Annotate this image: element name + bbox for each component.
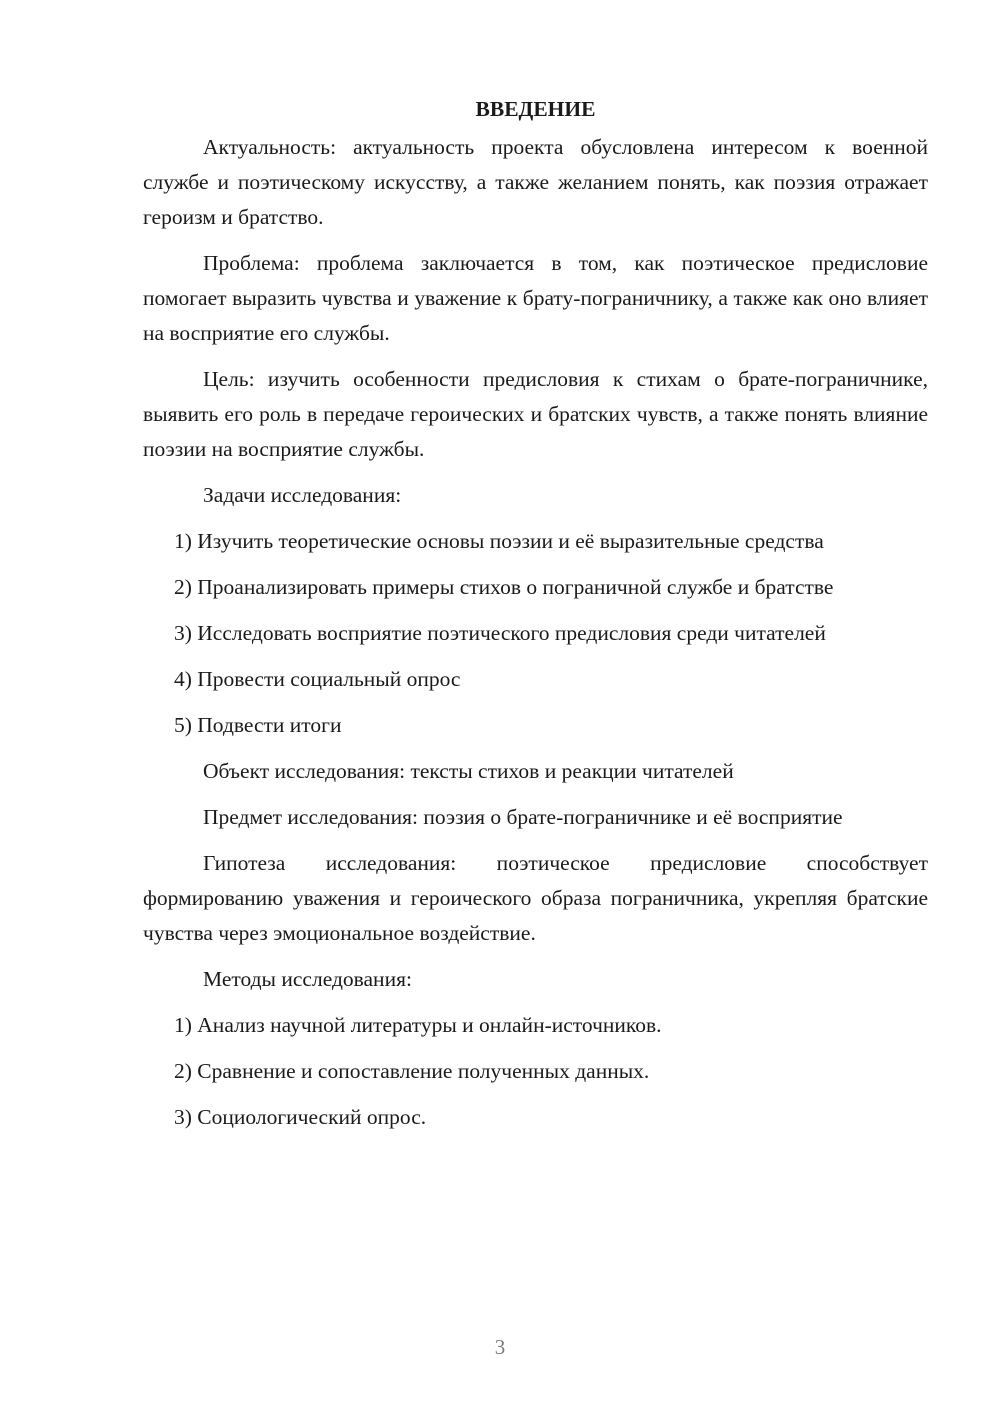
document-page: [143, 92, 928, 1146]
subject-paragraph: Предмет исследования: поэзия о брате-пограничнике и её восприятие: [203, 805, 843, 829]
task-item: 2) Проанализировать примеры стихов о пограничной службе и братстве: [174, 575, 834, 599]
section-title: ВВЕДЕНИЕ: [475, 97, 596, 121]
tasks-heading: Задачи исследования:: [203, 483, 402, 507]
page-number: 3: [494, 1335, 506, 1359]
task-item: 1) Изучить теоретические основы поэзии и её выразительные средства: [174, 529, 824, 553]
task-item: 5) Подвести итоги: [174, 713, 342, 737]
methods-heading: Методы исследования:: [203, 967, 412, 991]
task-item: 3) Исследовать восприятие поэтического предисловия среди читателей: [174, 621, 826, 645]
method-item: 2) Сравнение и сопоставление полученных данных.: [174, 1059, 650, 1083]
goal-paragraph: Цель: изучить особенности предисловия к стихам о брате-пограничнике, выявить его роль в передаче героических и братских чувств, а также понять влияние поэзии на восприятие службы.: [143, 367, 928, 461]
problem-paragraph: Проблема: проблема заключается в том, как поэтическое предисловие помогает выразить чувства и уважение к брату-пограничнику, а также как оно влияет на восприятие его службы.: [143, 251, 928, 345]
relevance-paragraph: Актуальность: актуальность проекта обусловлена интересом к военной службе и поэтическому искусству, а также желанием понять, как поэзия отражает героизм и братство.: [143, 135, 928, 229]
method-item: 1) Анализ научной литературы и онлайн-источников.: [174, 1013, 662, 1037]
task-item: 4) Провести социальный опрос: [174, 667, 461, 691]
hypothesis-paragraph: Гипотеза исследования: поэтическое предисловие способствует формированию уважения и героического образа пограничника, укрепляя братские чувства через эмоциональное воздействие.: [143, 851, 928, 945]
object-paragraph: Объект исследования: тексты стихов и реакции читателей: [203, 759, 734, 783]
method-item: 3) Социологический опрос.: [174, 1105, 427, 1129]
